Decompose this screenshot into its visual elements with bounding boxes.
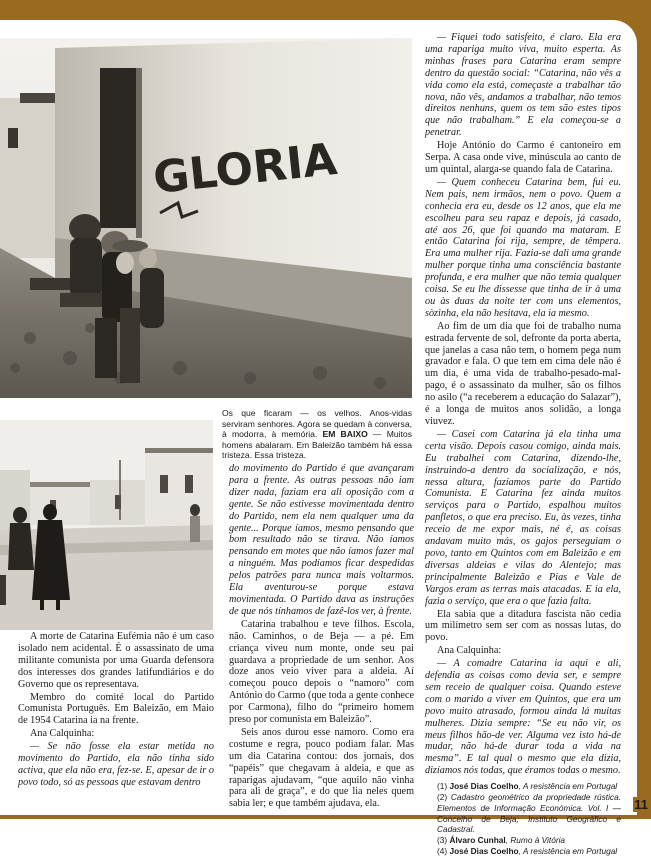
right-para-4: — Casei com Catarina já ela tinha uma certa visão. Depois casou comigo, ainda mais. Eu trabalhei com Catarina, dizendo-lhe, instruindo-a dentro da socialização, e nós, nessa altura, fazíamos parte do Partido Comunista. E Catarina fez ainda muitos serviços para o Partido, espalhou muitos panfletos, o que era preciso. Eu, às vezes, tinha receio de me expor mais, né é, as coisas andavam muito más, os gajos perseguiam o povo, tanto em Quintos com em Baleizão e em diversas aldeias e vilas do Alentejo; mas principalmente Baleizão e Pias e Vale de Vargos eram as terras mais atacadas. E ia ela, fazia o serviço, que era o que fazia falta. [425,428,621,607]
photo-caption [222,408,412,461]
right-para-5: Ela sabia que a ditadura fascista não cedia um milímetro sem ser com as nossas lutas, do povo. [425,608,621,644]
mid-para-2: Seis anos durou esse namoro. Como era costume e regra, pouco podiam falar. Mas um dia Catarina contou: dos jornais, dos “papéis” que chegavam à aldeia, e que as raparigas ajudavam, “que aquilo não vinha para ali de graça”, e do que lia neles quem sabia ler; e que também ajudava, ela. [229,726,414,810]
left-para-2: Ana Calquinha: [30,728,95,740]
top-border-bar [0,0,651,20]
caption-text-a: Os que ficaram — os velhos. Anos-vidas serviram senhores. Agora se quedam à conversa, à modorra, à memória. [222,408,412,440]
middle-column [229,463,414,811]
wall-graffiti: GLORIA [150,133,340,204]
right-border-bar [637,0,651,819]
left-para-1: Membro do comité local do Partido Comunista Português. Em Baleizão, em Maio de 1954 Catarina ia na frente. [18,691,214,727]
right-column [425,32,621,857]
photo-old-men-illustration [0,38,412,398]
page-number: 11 [634,797,648,812]
mid-para-1: Catarina trabalhou e teve filhos. Escola, não. Caminhos, o de Beja — a pé. Em criança viveu num monte, onde seu pai guardava a propriedade de um senhor. Aos doze anos veio viver para a aldeia. Aí começou pouco depois o “namoro” com António do Carmo (que toda a gente conhece por Carmona), filho do “primeiro homem preso por comunista em Baleizão”. [229,618,414,726]
photo-old-men-by-wall [0,38,412,398]
caption-text-c: — Muitos homens abalaram. Em Baleizão também há essa tristeza. Essa tristeza. [222,429,413,461]
photo-village-illustration [0,420,213,630]
right-para-1: Hoje António do Carmo é cantoneiro em Serpa. A casa onde vive, minúscula ao canto de um quintal, alarga-se quando fala de Catarina. [425,140,621,175]
left-column [18,631,214,790]
footnote-4: (4) José Dias Coelho, A resistência em Portugal [437,845,618,856]
photo-village-street [0,420,213,630]
footnote-2: (2) Cadastro geométrico da propriedade rústica. Elementos de Informação Económica. Vol. I — Concelho de Beja; Instituto Geográfico e Cadastral. [437,791,621,835]
right-para-3: Ao fim de um dia que foi de trabalho numa estrada fervente de sol, defronte da porta aberta, que janelas a casa não tem, o homem pega num gravador e fala. O que tem em cima dele não é um dia, é uma vida de trabalho-pesado-mal-pago, é o assassinato da mulher, são os filhos no asilo (“a receberem a educação do Salazar”), é a longa de muitos anos solidão, a longa viuvez. [425,320,622,427]
right-para-6: Ana Calquinha: [437,645,502,657]
left-para-3: — Se não fosse ela estar metida no movimento do Partido, ela não tinha sido activa, que ela não era, fez-se. E, apesar de ir o povo todo, só as pessoas que estavam dentro [18,741,214,788]
footnote-1: (1) José Dias Coelho, A resistência em Portugal [437,781,618,792]
right-para-7: — A comadre Catarina ia aqui e ali, defendia as coisas como devia ser, e sempre sem receio de qualquer coisa. Quando esteve com o marido a viver em Quintos, que era um povo muito atrasado, formou ainda lá muitas mulheres. Dizia sempre: “Se eu não vir, os meus filhos hão-de ver. Alguma vez isto há-de mudar, não há-de durar toda a vida na mesma”. E tal qual o mesmo que ela dizia, dizíamos nós todas, que éramos todas o mesmo. [425,658,621,777]
right-para-0: — Fiquei todo satisfeito, é claro. Ela era uma rapariga muito viva, muito esperta. As minhas frases para Catarina eram sempre dentro da questão social: “Catarina, não vês a vida como ela está, começaste a trabalhar tão nova, não vês, andamos a trabalhar, não temos direitos nenhuns, quem os tem são estes tipos que não trabalham.” E ela começou-se a penetrar. [425,32,621,139]
right-para-2: — Quem conheceu Catarina bem, fui eu. Nem pais, nem irmãos, nem o povo. Quem a conhecia era eu, desde os 12 anos, que ela me escolheu para seu rapaz e depois, já casado, até aos 26, que foi quando ma mataram. E então Catarina foi rija, sempre, de têmpera. Era uma mulher rija. Fazia-se dali uma grande mulher porque tinha uma consciência bastante profunda, e era mulher que não temia qualquer coisa. Se eu lhe dissesse que tinha de ir à uma ou às duas da noite ter com uns elementos, sòzinha, ela não hesitava, ela ia mesmo. [425,176,621,319]
footnote-3: (3) Álvaro Cunhal, Rumo à Vitória [437,835,566,846]
left-para-0: A morte de Catarina Eufémia não é um caso isolado nem acidental. É o assassinato de uma militante comunista por uma Guarda defensora dos interesses dos grandes latifundiários e do Governo que os representava. [18,631,214,690]
caption-em-baixo: EM BAIXO [322,429,368,440]
mid-para-0: do movimento do Partido é que avançaram para a frente. As outras pessoas não iam dizer nada, faziam era ali oposição com a gente. Se não estivesse movimentada dentro do Partido, nem ela nem qualquer uma da gente... Porque íamos, mesmo pensando que bom resultado não se tirava. Não íamos pensando em motes que não íamos fazer mal a ninguém. Mas podíamos ficar despedidas pelos patrões para nunca mais voltarmos. Ela aventurou-se porque estava movimentada. O Partido dava as instruções de que nós tínhamos de fazê-los ver, à frente. [229,463,414,617]
